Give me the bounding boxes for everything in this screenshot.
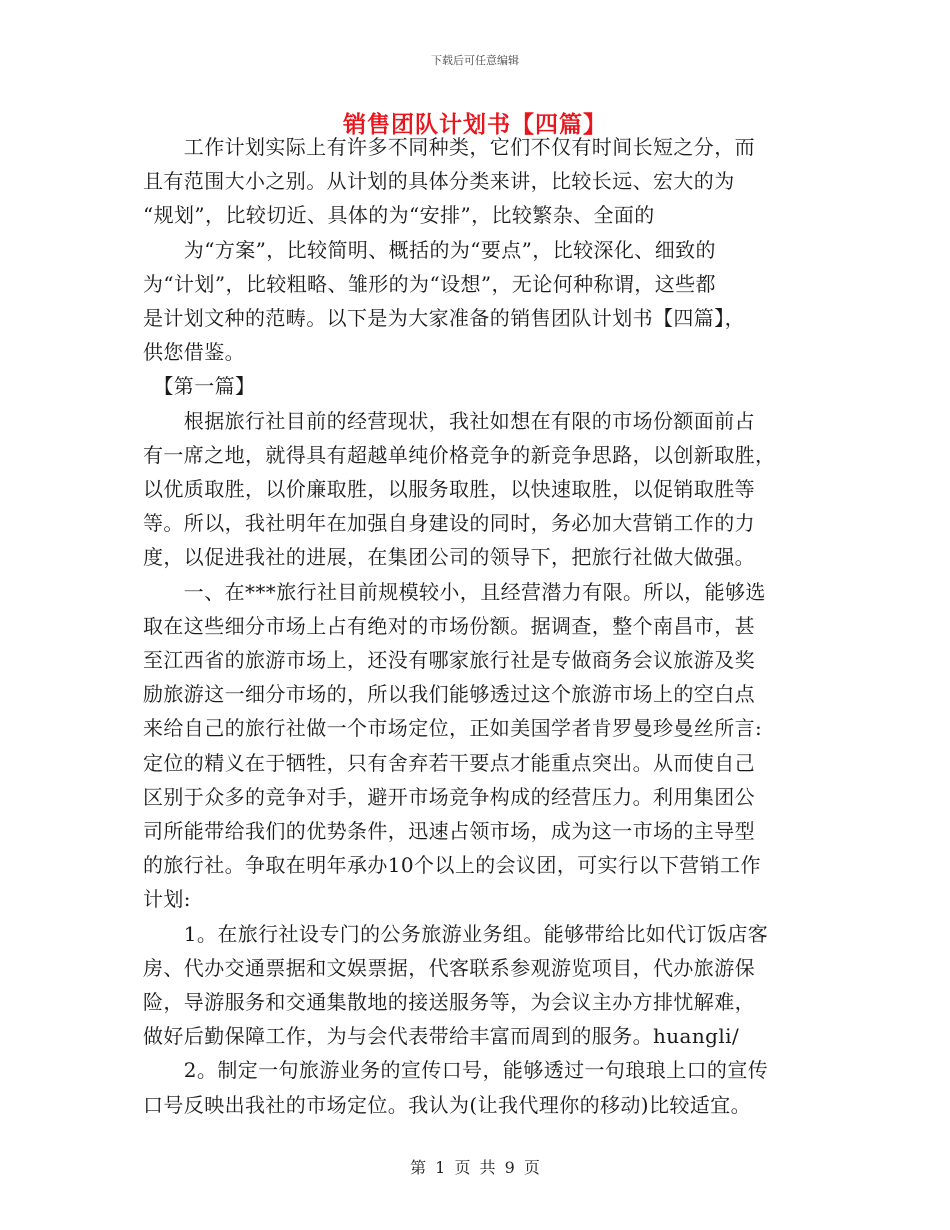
document-body [143, 130, 809, 1122]
body-line: 以优质取胜，以价廉取胜，以服务取胜，以快速取胜，以促销取胜等 [143, 477, 755, 502]
body-line: 至江西省的旅游市场上，还没有哪家旅行社是专做商务会议旅游及奖 [143, 648, 755, 673]
body-line: 一、在***旅行社目前规模较小，且经营潜力有限。所以，能够选 [143, 579, 766, 604]
body-line: 司所能带给我们的优势条件，迅速占领市场，成为这一市场的主导型 [143, 819, 755, 844]
body-line: 口号反映出我社的市场定位。我认为(让我代理你的移动)比较适宜。 [143, 1092, 752, 1117]
section-heading: 【第一篇】 [143, 374, 256, 399]
body-line: 为“方案”，比较简明、概括的为“要点”，比较深化、细致的 [143, 237, 716, 262]
body-line: 的旅行社。争取在明年承办10个以上的会议团，可实行以下营销工作 [143, 853, 761, 878]
body-line: 房、代办交通票据和文娱票据，代客联系参观游览项目，代办旅游保 [143, 955, 755, 980]
body-line: 度，以促进我社的进展，在集团公司的领导下，把旅行社做大做强。 [143, 545, 755, 570]
body-line: 计划: [143, 887, 191, 912]
body-line: 做好后勤保障工作，为与会代表带给丰富而周到的服务。huangli/ [143, 1024, 740, 1049]
body-line: 是计划文种的范畴。以下是为大家准备的销售团队计划书【四篇】， [143, 306, 745, 331]
document-title: 销售团队计划书【四篇】 [343, 111, 607, 138]
body-line: 为“计划”，比较粗略、雏形的为“设想”，无论何种称谓，这些都 [143, 271, 716, 296]
body-line: 根据旅行社目前的经营现状，我社如想在有限的市场份额面前占 [143, 408, 755, 433]
page-number-footer: 第 1 页 共 9 页 [410, 1158, 540, 1177]
body-line: 有一席之地，就得具有超越单纯价格竞争的新竞争思路，以创新取胜， [143, 442, 776, 467]
body-line: 险，导游服务和交通集散地的接送服务等，为会议主办方排忧解难， [143, 990, 755, 1015]
body-line: 取在这些细分市场上占有绝对的市场份额。据调查，整个南昌市，甚 [143, 613, 755, 638]
body-line: “规划”，比较切近、具体的为“安排”，比较繁杂、全面的 [143, 203, 655, 228]
body-line: 2。制定一句旅游业务的宣传口号，能够透过一句琅琅上口的宣传 [143, 1058, 769, 1083]
body-line: 来给自己的旅行社做一个市场定位，正如美国学者肯罗曼珍曼丝所言: [143, 716, 763, 741]
body-line: 等。所以，我社明年在加强自身建设的同时，务必加大营销工作的力 [143, 511, 755, 536]
page-header-note: 下载后可任意编辑 [431, 54, 519, 67]
body-line: 定位的精义在于牺牲，只有舍弃若干要点才能重点突出。从而使自己 [143, 750, 755, 775]
body-line: 励旅游这一细分市场的，所以我们能够透过这个旅游市场上的空白点 [143, 682, 755, 707]
body-line: 1。在旅行社设专门的公务旅游业务组。能够带给比如代订饭店客 [143, 921, 769, 946]
body-line: 供您借鉴。 [143, 340, 245, 365]
body-line: 且有范围大小之别。从计划的具体分类来讲，比较长远、宏大的为 [143, 169, 735, 194]
body-line: 工作计划实际上有许多不同种类，它们不仅有时间长短之分，而 [143, 135, 755, 159]
body-line: 区别于众多的竞争对手，避开市场竞争构成的经营压力。利用集团公 [143, 784, 755, 809]
